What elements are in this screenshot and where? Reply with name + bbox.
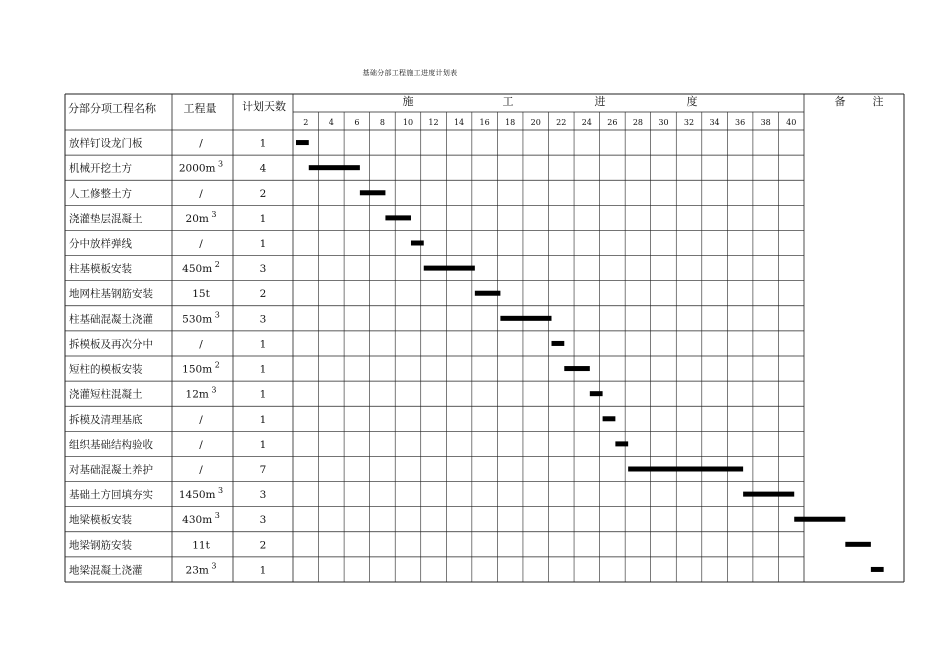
task-rows (69, 137, 267, 577)
day-tick-label: 26 (607, 118, 618, 127)
task-name: 地网柱基钢筋安装 (69, 288, 153, 301)
header-progress-char-3: 进 (594, 95, 606, 108)
task-days: 1 (259, 137, 267, 150)
task-name: 机械开挖土方 (69, 162, 132, 175)
task-days: 2 (259, 187, 267, 200)
table-row (69, 337, 266, 350)
task-bar (871, 567, 884, 572)
quantity-unit-exponent: 3 (215, 159, 224, 169)
task-quantity: 150m $^2$ (182, 360, 220, 376)
task-name: 柱基模板安装 (69, 263, 132, 276)
task-days: 1 (259, 212, 267, 225)
table-row (69, 386, 266, 401)
quantity-unit-exponent: 3 (208, 561, 217, 571)
header-days: 计划天数 (242, 100, 286, 113)
task-days: 1 (259, 363, 267, 376)
header-progress-char-1: 施 (402, 95, 414, 108)
task-bar (603, 416, 616, 421)
task-bar (385, 215, 411, 220)
task-quantity: / (199, 187, 203, 200)
header-remarks-char-1: 备 (834, 95, 846, 108)
task-bar (500, 316, 551, 321)
task-name: 放样钉设龙门板 (69, 137, 143, 150)
quantity-unit-exponent: 3 (215, 486, 224, 496)
task-name: 地梁模板安装 (69, 514, 132, 527)
header-name: 分部分项工程名称 (68, 102, 156, 115)
table-row (69, 210, 266, 225)
table-row (69, 310, 266, 325)
table-row (69, 561, 266, 576)
task-bar (743, 492, 794, 497)
table-row (69, 511, 266, 526)
table-row (69, 538, 266, 551)
task-bar (411, 241, 424, 246)
table-row (69, 361, 266, 376)
task-quantity: 1450m $^3$ (178, 486, 224, 502)
task-days: 2 (259, 539, 267, 552)
day-tick-label: 18 (505, 118, 516, 127)
task-name: 对基础混凝土养护 (69, 464, 153, 476)
task-name: 基础土方回填夯实 (69, 489, 153, 502)
task-name: 拆模板及再次分中 (69, 338, 153, 351)
task-days: 1 (259, 338, 267, 351)
day-tick-label: 6 (354, 118, 360, 127)
day-tick-label: 22 (556, 118, 567, 127)
day-tick-label: 36 (735, 118, 746, 127)
task-days: 1 (259, 564, 267, 577)
task-quantity: 23m $^3$ (185, 561, 217, 577)
quantity-unit-exponent: 2 (212, 360, 220, 370)
table-row (69, 438, 266, 451)
task-name: 浇灌短柱混凝土 (69, 388, 143, 401)
day-tick-label: 24 (581, 118, 592, 127)
task-bar (845, 542, 871, 547)
table-row (69, 463, 266, 476)
task-days: 7 (259, 464, 267, 476)
task-quantity: 11t (192, 539, 210, 552)
header-progress-char-4: 度 (686, 95, 698, 108)
day-tick-label: 14 (453, 118, 465, 127)
task-days: 3 (259, 514, 267, 527)
task-quantity: 15t (192, 288, 210, 301)
quantity-unit-exponent: 3 (212, 511, 220, 521)
task-bar (552, 341, 565, 346)
day-tick-label: 38 (760, 118, 771, 127)
task-name: 地梁混凝土浇灌 (69, 564, 143, 577)
table-row (69, 187, 266, 200)
task-quantity: 2000m $^3$ (178, 159, 224, 175)
task-days: 3 (259, 263, 267, 276)
task-name: 人工修整土方 (69, 187, 132, 200)
task-quantity: 430m $^3$ (182, 511, 220, 527)
day-tick-label: 40 (786, 118, 797, 127)
task-days: 1 (259, 388, 267, 401)
task-quantity: 530m $^3$ (182, 310, 220, 326)
task-days: 2 (259, 288, 267, 301)
day-tick-label: 12 (428, 118, 439, 127)
task-bar (794, 517, 845, 522)
table-row (69, 413, 266, 426)
task-name: 拆模及清理基底 (69, 413, 143, 426)
task-quantity: / (199, 438, 203, 451)
task-name: 浇灌垫层混凝土 (69, 212, 143, 225)
day-tick-label: 34 (709, 118, 720, 127)
day-tick-label: 32 (683, 118, 695, 127)
table-row (69, 287, 266, 300)
header-remarks-char-2: 注 (872, 95, 884, 108)
day-tick-label: 2 (303, 118, 309, 127)
day-axis (303, 118, 796, 127)
day-tick-label: 16 (479, 118, 490, 127)
quantity-unit-exponent: 3 (212, 310, 220, 320)
task-days: 4 (259, 162, 267, 175)
task-bar (475, 291, 501, 296)
task-quantity: / (199, 413, 203, 426)
task-bar (564, 366, 590, 371)
task-bar (309, 165, 360, 170)
task-bar (615, 441, 628, 446)
table-row (69, 160, 267, 175)
task-days: 1 (259, 438, 267, 451)
quantity-unit-exponent: 3 (208, 209, 217, 219)
table-row (69, 486, 266, 501)
task-quantity: 20m $^3$ (185, 209, 217, 225)
task-days: 1 (259, 413, 267, 426)
task-name: 地梁钢筋安装 (69, 539, 132, 552)
task-days: 3 (259, 489, 267, 502)
task-days: 1 (259, 238, 267, 250)
day-tick-label: 10 (402, 118, 414, 127)
task-bar (360, 190, 386, 195)
table-row (69, 260, 266, 275)
task-bar (296, 140, 309, 145)
task-quantity: / (199, 338, 203, 351)
task-bar (628, 467, 743, 472)
quantity-unit-exponent: 3 (208, 385, 217, 395)
task-days: 3 (259, 313, 267, 326)
table-row (69, 137, 266, 150)
task-name: 短柱的模板安装 (69, 363, 143, 376)
table-row (69, 237, 266, 250)
task-quantity: / (199, 464, 203, 476)
task-bar (590, 391, 603, 396)
header-progress-char-2: 工 (502, 95, 514, 108)
day-tick-label: 4 (328, 118, 334, 127)
task-bar (424, 266, 475, 271)
quantity-unit-exponent: 2 (212, 260, 220, 270)
task-quantity: 450m $^2$ (182, 260, 220, 276)
task-quantity: / (199, 137, 203, 150)
task-name: 分中放样弹线 (69, 238, 132, 250)
task-name: 组织基础结构验收 (69, 438, 153, 451)
task-quantity: 12m $^3$ (185, 385, 217, 401)
task-quantity: / (199, 238, 203, 250)
header-quantity: 工程量 (183, 102, 217, 115)
task-name: 柱基础混凝土浇灌 (69, 313, 153, 326)
day-tick-label: 28 (632, 118, 644, 127)
day-tick-label: 20 (530, 118, 541, 127)
day-tick-label: 8 (379, 118, 385, 127)
document-title: 基础分部工程施工进度计划表 (362, 69, 458, 77)
day-tick-label: 30 (658, 118, 669, 127)
